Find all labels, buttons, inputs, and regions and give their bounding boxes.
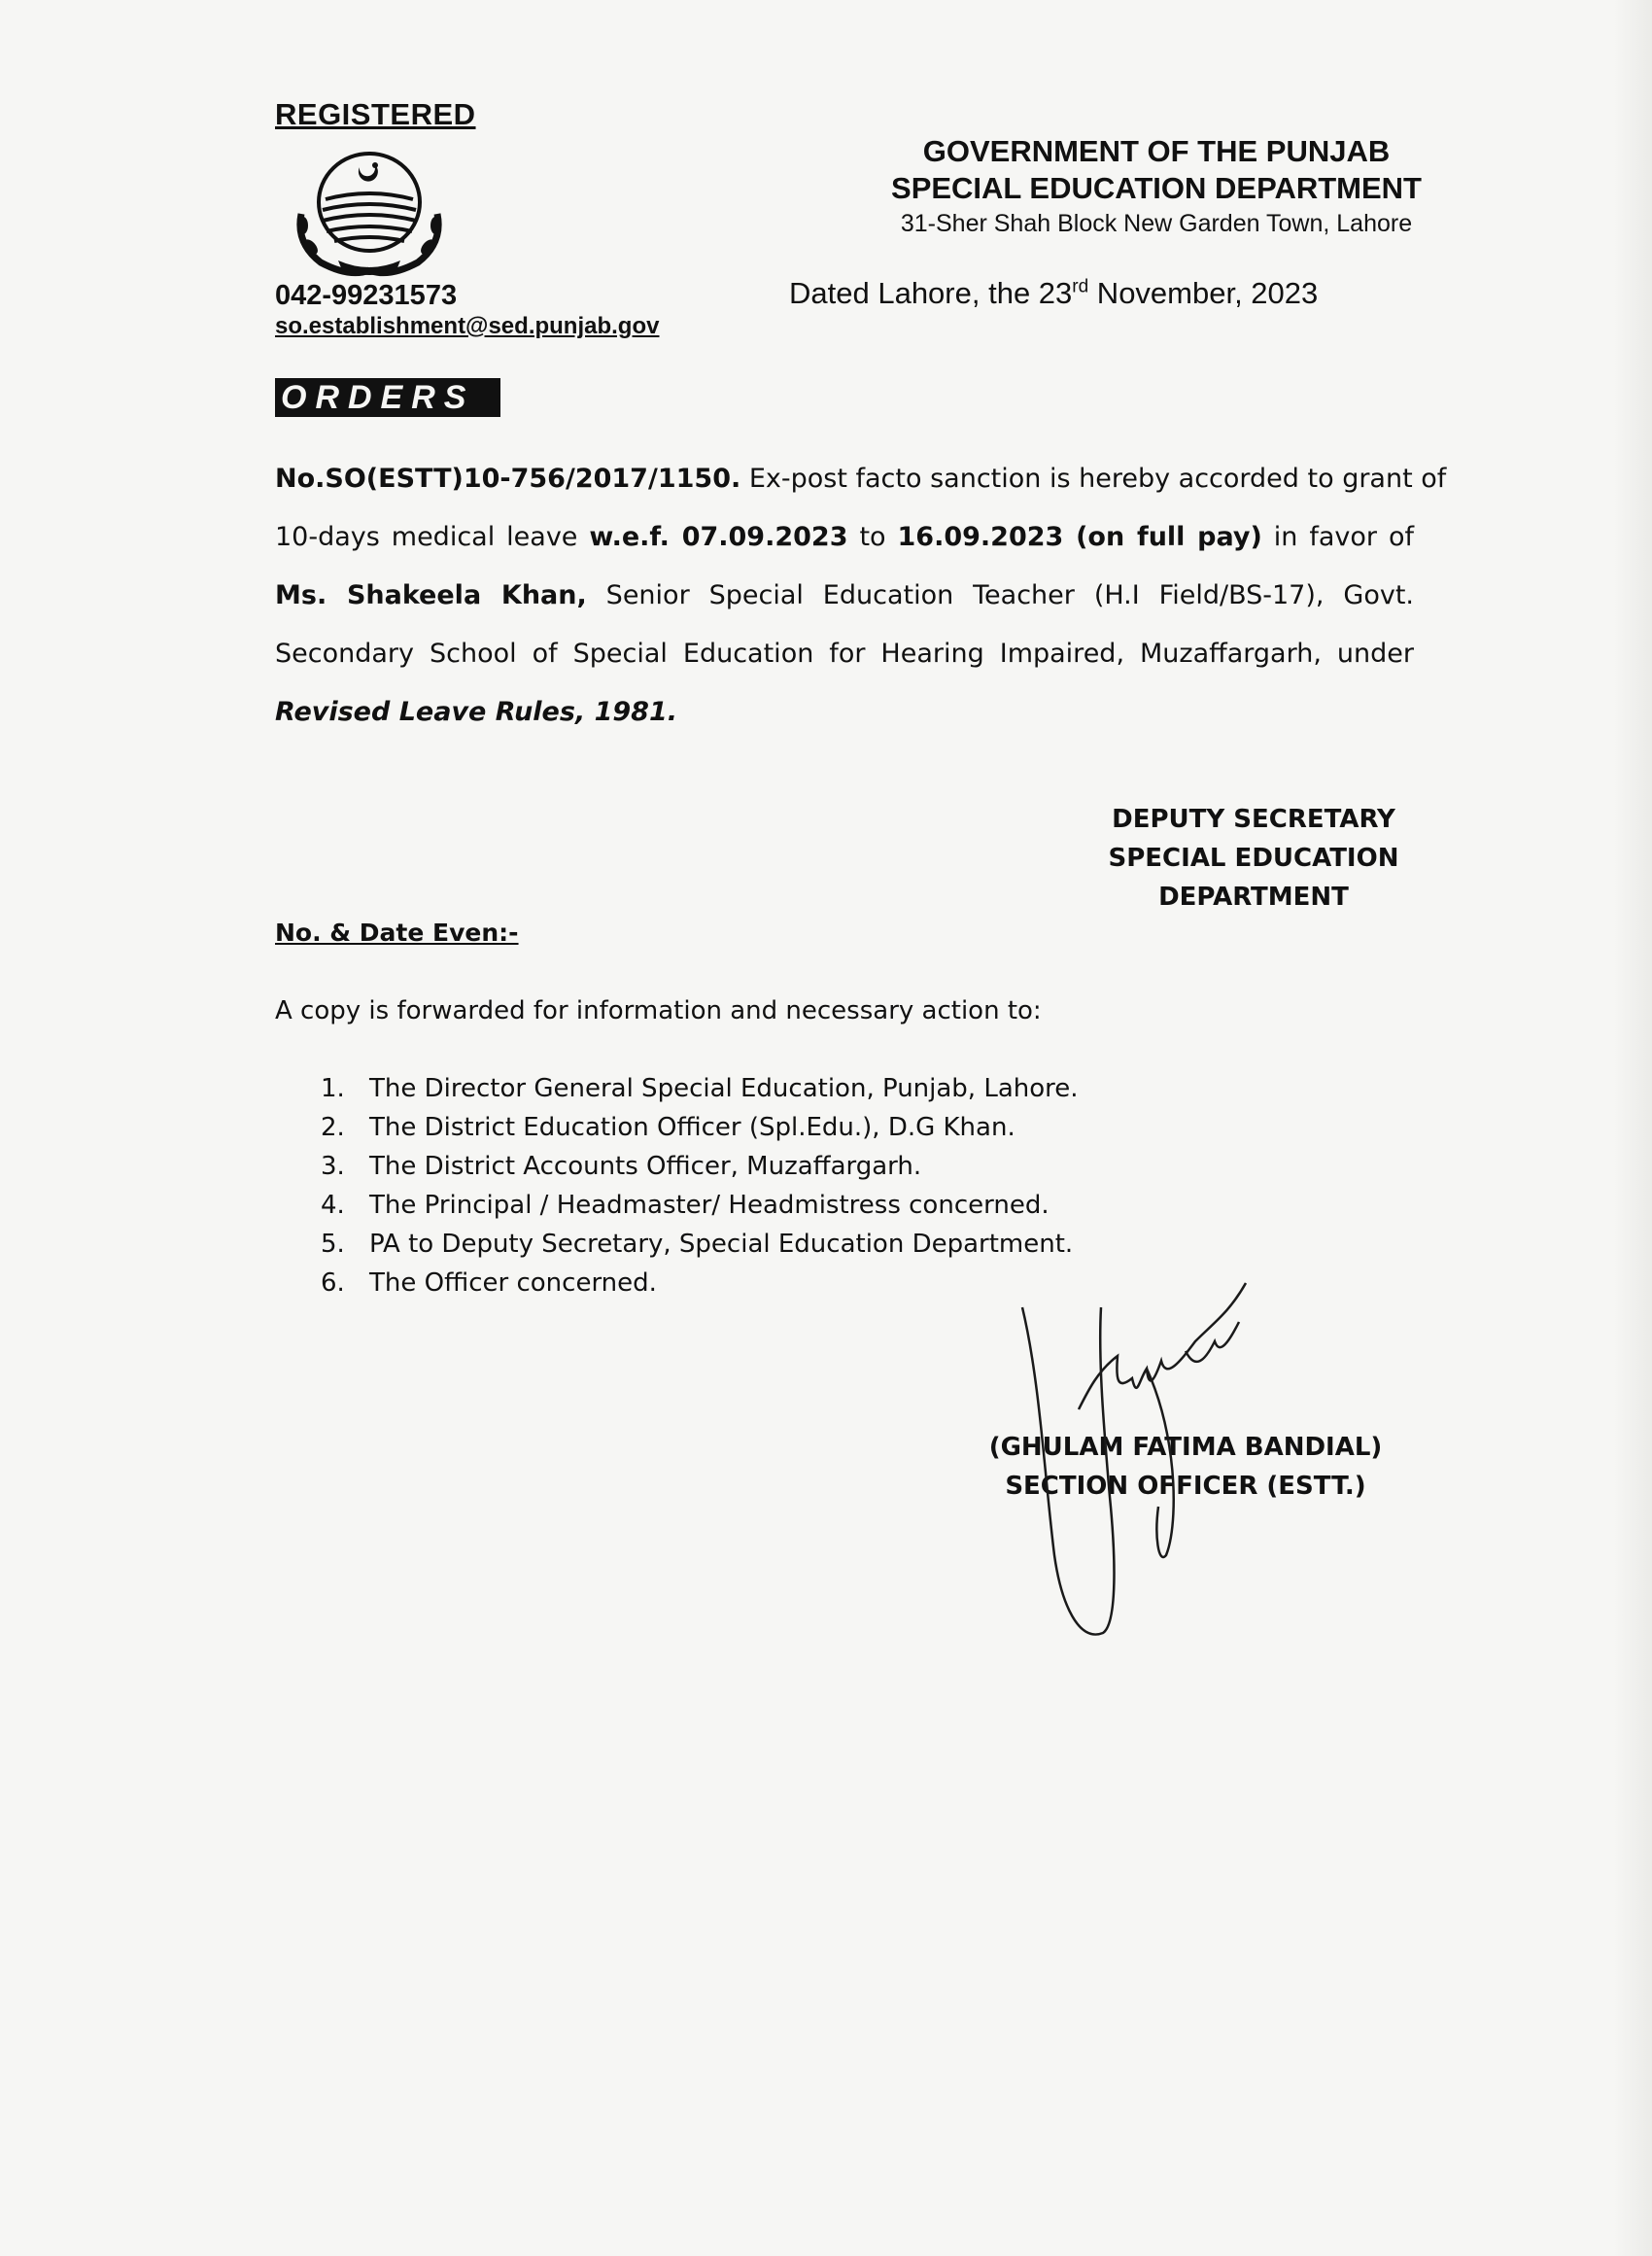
list-item (321, 1268, 657, 1298)
list-text: The District Accounts Officer, Muzaffargarh. (369, 1152, 922, 1181)
list-item (321, 1191, 1050, 1220)
order-line-5 (275, 698, 1414, 727)
order-line-3 (275, 581, 1414, 610)
date-prefix: Dated Lahore, the 23 (789, 276, 1073, 310)
handwritten-signature (1001, 1264, 1292, 1652)
date-ordinal: rd (1072, 276, 1089, 297)
signatory-name: (GHULAM FATIMA BANDIAL) (988, 1433, 1383, 1462)
list-item (321, 1152, 921, 1181)
leave-start-date: w.e.f. 07.09.2023 (589, 522, 848, 552)
registered-label: REGISTERED (275, 97, 476, 131)
order-line-4: Secondary School of Special Education for Hearing Impaired, Muzaffargarh, under (275, 639, 1414, 669)
copy-forward-intro: A copy is forwarded for information and necessary action to: (275, 996, 1042, 1025)
leave-end-date: 16.09.2023 (on full pay) (897, 522, 1262, 552)
employee-name: Ms. Shakeela Khan, (275, 580, 587, 610)
order-line-2-to: to (847, 522, 898, 552)
date-suffix: November, 2023 (1088, 276, 1319, 310)
list-item (321, 1074, 1079, 1103)
deputy-secretary-line-1: DEPUTY SECRETARY (1112, 805, 1395, 834)
deputy-secretary-line-2: SPECIAL EDUCATION (1108, 844, 1399, 873)
punjab-emblem-icon (282, 146, 457, 277)
list-item (321, 1113, 1015, 1142)
order-line-2-tail: in favor of (1261, 522, 1414, 552)
list-number: 5. (321, 1230, 345, 1259)
leave-rules: Revised Leave Rules, 1981. (275, 697, 678, 727)
no-date-even-label: No. & Date Even:- (275, 919, 519, 947)
letter-date (789, 276, 1318, 311)
department-address: 31-Sher Shah Block New Garden Town, Lahore (900, 210, 1413, 237)
email-address[interactable]: so.establishment@sed.punjab.gov (275, 313, 660, 339)
phone-number: 042-99231573 (275, 280, 458, 311)
list-number: 4. (321, 1191, 345, 1220)
employee-designation: Senior Special Education Teacher (H.I Field/BS-17), Govt. (586, 580, 1414, 610)
order-number: No.SO(ESTT)10-756/2017/1150. (275, 464, 741, 494)
page-edge-shadow (1613, 0, 1652, 2256)
list-number: 3. (321, 1152, 345, 1181)
department-title: SPECIAL EDUCATION DEPARTMENT (891, 171, 1422, 205)
list-text: PA to Deputy Secretary, Special Education Department. (369, 1230, 1074, 1259)
list-text: The Officer concerned. (369, 1268, 657, 1298)
list-number: 1. (321, 1074, 345, 1103)
list-text: The Director General Special Education, Punjab, Lahore. (369, 1074, 1079, 1103)
orders-heading: ORDERS (275, 378, 500, 417)
list-text: The Principal / Headmaster/ Headmistress concerned. (369, 1191, 1050, 1220)
list-number: 2. (321, 1113, 345, 1142)
order-line-2-text: 10-days medical leave (275, 522, 590, 552)
signatory-title: SECTION OFFICER (ESTT.) (1005, 1472, 1366, 1501)
deputy-secretary-line-3: DEPARTMENT (1158, 883, 1349, 912)
government-title: GOVERNMENT OF THE PUNJAB (922, 134, 1391, 168)
list-item (321, 1230, 1073, 1259)
order-line-1-text: Ex-post facto sanction is hereby accorded to grant of (740, 464, 1447, 494)
order-line-2 (275, 523, 1414, 552)
list-text: The District Education Officer (Spl.Edu.), D.G Khan. (369, 1113, 1015, 1142)
order-line-1 (275, 464, 1447, 494)
list-number: 6. (321, 1268, 345, 1298)
